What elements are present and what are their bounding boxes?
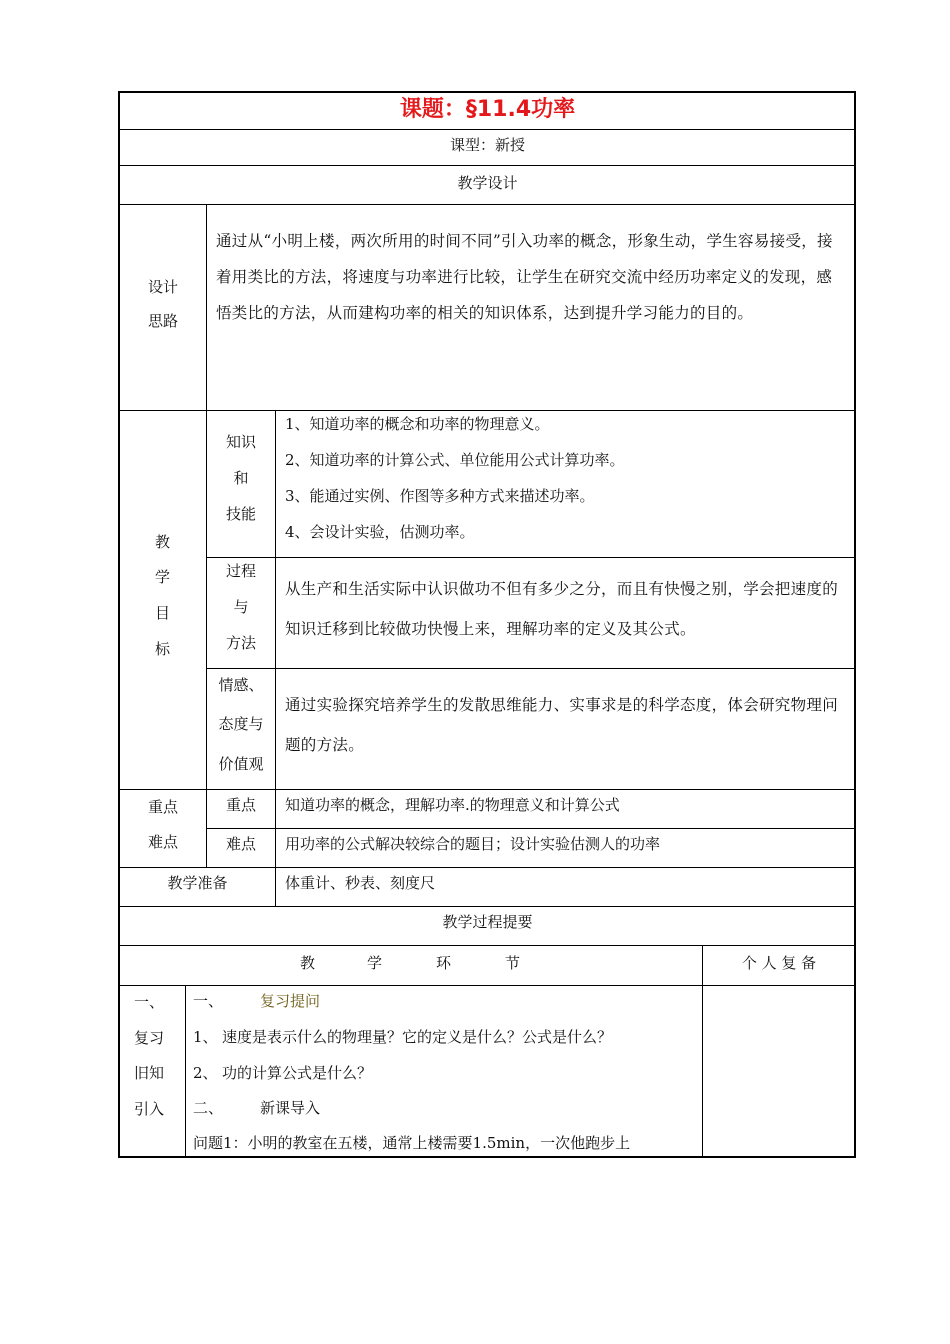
section-line-text: 功的计算公式是什么？	[222, 1064, 373, 1082]
section-one-label: 引入	[134, 1100, 165, 1118]
emotion-label-2: 态度与	[218, 715, 264, 733]
key-points-label-2: 难点	[148, 833, 179, 851]
key-label: 重点	[225, 796, 256, 814]
knowledge-item: 2、知道功率的计算公式、单位能用公式计算功率。	[285, 451, 625, 469]
page-title: 课题：§11.4功率	[399, 97, 576, 122]
divider	[206, 204, 207, 410]
process-label-2: 与	[233, 598, 249, 616]
lesson-type: 课型：新授	[449, 136, 525, 154]
section-line-num: 1、	[193, 1028, 218, 1046]
knowledge-label-3: 技能	[225, 505, 256, 523]
objectives-label-2: 学	[155, 568, 171, 586]
knowledge-item: 3、能通过实例、作图等多种方式来描述功率。	[285, 487, 595, 505]
knowledge-label-1: 知识	[225, 433, 256, 451]
divider	[206, 557, 856, 558]
divider	[118, 945, 856, 946]
knowledge-item: 4、会设计实验，估测功率。	[285, 523, 475, 541]
divider	[118, 867, 856, 868]
stage-header-char: 环	[436, 954, 452, 972]
knowledge-item: 1、知道功率的概念和功率的物理意义。	[285, 415, 550, 433]
divider	[118, 204, 856, 205]
section-one-label: 复习	[134, 1029, 165, 1047]
divider	[702, 945, 703, 1158]
process-label-3: 方法	[225, 634, 256, 652]
section-line-text: 复习提问	[260, 992, 321, 1010]
divider	[206, 668, 856, 669]
key-text: 知道功率的概念，理解功率.的物理意义和计算公式	[285, 796, 620, 814]
objectives-label-1: 教	[155, 533, 171, 551]
difficult-text: 用功率的公式解决较综合的题目；设计实验估测人的功率	[285, 835, 661, 853]
teaching-design-heading: 教学设计	[457, 174, 518, 192]
stage-header-char: 教	[300, 954, 316, 972]
objectives-label-4: 标	[155, 640, 171, 658]
stage-header-char: 学	[367, 954, 383, 972]
design-idea-text: 通过从“小明上楼，两次所用的时间不同”引入功率的概念，形象生动，学生容易接受，接着用类比的方法，将速度与功率进行比较，让学生在研究交流中经历功率定义的发现，感悟类比的方法，从而建构功率的相关的知识体系，达到提升学习能力的目的。	[216, 232, 833, 322]
process-text: 从生产和生活实际中认识做功不但有多少之分，而且有快慢之别，学会把速度的知识迁移到比较做功快慢上来，理解功率的定义及其公式。	[285, 580, 839, 638]
divider	[118, 789, 856, 790]
emotion-label-3: 价值观	[218, 755, 264, 773]
divider	[118, 410, 856, 411]
preparation-label: 教学准备	[167, 874, 228, 892]
key-points-label-1: 重点	[148, 798, 179, 816]
divider	[185, 985, 186, 1158]
divider	[118, 129, 856, 130]
section-line-num: 二、	[193, 1099, 224, 1117]
stage-header-char: 节	[505, 954, 521, 972]
objectives-label-3: 目	[155, 604, 171, 622]
process-label-1: 过程	[225, 562, 256, 580]
divider	[118, 165, 856, 166]
design-idea-label-1: 设计	[148, 278, 179, 296]
divider	[206, 828, 856, 829]
section-line-num: 2、	[193, 1064, 218, 1082]
section-line-text: 速度是表示什么的物理量？它的定义是什么？公式是什么？	[222, 1028, 613, 1046]
section-line-num: 一、	[193, 992, 224, 1010]
divider	[118, 906, 856, 907]
emotion-text: 通过实验探究培养学生的发散思维能力、实事求是的科学态度，体会研究物理问题的方法。	[285, 696, 839, 754]
personal-prep-header: 个 人 复 备	[741, 954, 817, 972]
section-line-text: 问题1：小明的教室在五楼，通常上楼需要1.5min，一次他跑步上	[193, 1134, 631, 1152]
divider	[275, 410, 276, 906]
difficult-label: 难点	[225, 835, 256, 853]
emotion-label-1: 情感、	[218, 676, 264, 694]
design-idea-label-2: 思路	[148, 312, 179, 330]
process-outline-heading: 教学过程提要	[442, 913, 533, 931]
section-one-label: 一、	[134, 993, 165, 1011]
preparation-text: 体重计、秒表、刻度尺	[285, 874, 436, 892]
divider	[118, 985, 856, 986]
knowledge-label-2: 和	[233, 469, 249, 487]
section-line-text: 新课导入	[260, 1099, 321, 1117]
section-one-label: 旧知	[134, 1064, 165, 1082]
